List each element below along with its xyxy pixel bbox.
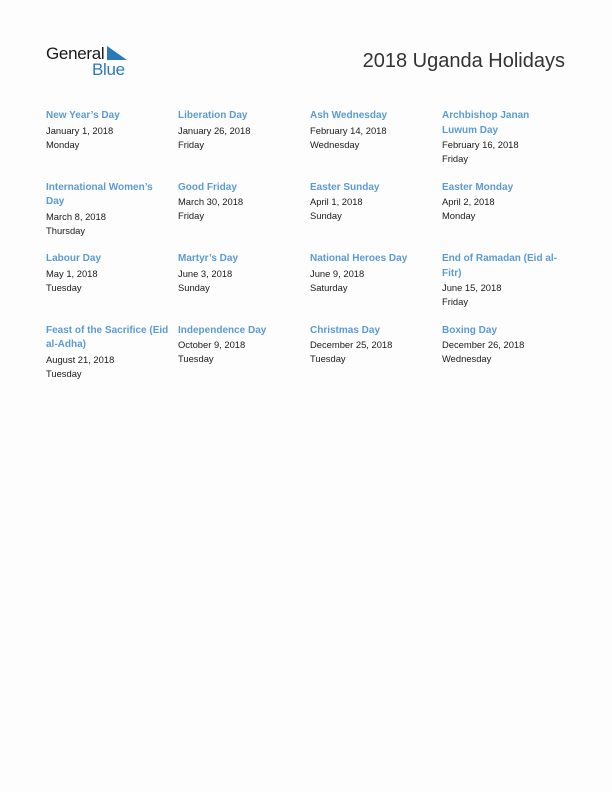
- holiday-name: Ash Wednesday: [310, 110, 388, 121]
- holiday-weekday: Wednesday: [442, 353, 492, 364]
- holiday-date: April 2, 2018: [442, 196, 495, 207]
- holiday-date: June 3, 2018: [178, 267, 233, 279]
- holiday-item: [46, 109, 178, 181]
- holiday-name: Independence Day: [178, 324, 267, 336]
- holiday-name: Labour Day: [46, 253, 102, 264]
- holiday-date: January 1, 2018: [46, 124, 114, 136]
- holiday-item: [178, 181, 310, 253]
- holiday-item: [442, 181, 574, 253]
- holiday-item: [442, 109, 574, 181]
- holiday-item: [178, 252, 310, 324]
- holiday-weekday: Wednesday: [310, 138, 360, 150]
- holiday-item: [46, 252, 178, 324]
- holiday-name: Liberation Day: [178, 110, 248, 121]
- holiday-item: [442, 252, 574, 324]
- holiday-grid: [46, 109, 576, 395]
- holiday-weekday: Tuesday: [178, 353, 214, 364]
- holiday-date: August 21, 2018: [46, 353, 115, 365]
- holiday-name: Christmas Day: [310, 324, 381, 336]
- holiday-item: [310, 252, 442, 324]
- holiday-weekday: Monday: [46, 138, 80, 150]
- holiday-weekday: Monday: [442, 210, 476, 221]
- holiday-name: International Women’s Day: [46, 181, 153, 207]
- page-title: 2018 Uganda Holidays: [362, 50, 565, 72]
- holiday-weekday: Friday: [442, 153, 469, 164]
- brand-blue: Blue: [92, 60, 125, 79]
- holiday-weekday: Tuesday: [46, 281, 82, 293]
- holiday-item: [310, 181, 442, 253]
- holiday-date: May 1, 2018: [46, 267, 98, 279]
- holiday-name: National Heroes Day: [310, 253, 408, 264]
- holiday-item: [178, 324, 310, 396]
- holiday-date: December 25, 2018: [310, 339, 393, 350]
- holiday-name: Martyr’s Day: [178, 253, 239, 264]
- holiday-weekday: Saturday: [310, 281, 348, 293]
- holiday-name: Good Friday: [178, 181, 237, 193]
- holiday-item: [442, 324, 574, 396]
- brand-general: General: [46, 44, 105, 63]
- holiday-name: Easter Monday: [442, 181, 514, 193]
- holiday-name: Easter Sunday: [310, 181, 380, 193]
- holiday-date: March 8, 2018: [46, 210, 106, 222]
- holiday-weekday: Tuesday: [310, 353, 346, 364]
- holiday-weekday: Sunday: [310, 210, 342, 221]
- holiday-weekday: Tuesday: [46, 367, 82, 379]
- brand-logo: [46, 44, 136, 80]
- holiday-date: December 26, 2018: [442, 339, 525, 350]
- holiday-date: June 15, 2018: [442, 282, 502, 293]
- holiday-name: Feast of the Sacrifice (Eid al-Adha): [46, 324, 169, 350]
- holiday-item: [178, 109, 310, 181]
- holiday-weekday: Friday: [442, 296, 469, 307]
- holiday-weekday: Friday: [178, 210, 205, 221]
- flag-icon: [107, 46, 127, 60]
- holiday-name: Archbishop Janan Luwum Day: [442, 110, 530, 136]
- holiday-date: January 26, 2018: [178, 124, 251, 136]
- holiday-date: October 9, 2018: [178, 339, 246, 350]
- holiday-weekday: Thursday: [46, 224, 86, 236]
- holiday-item: [310, 109, 442, 181]
- holiday-item: [310, 324, 442, 396]
- holiday-date: March 30, 2018: [178, 196, 244, 207]
- holiday-name: Boxing Day: [442, 324, 498, 336]
- holiday-date: February 16, 2018: [442, 139, 519, 150]
- holiday-weekday: Friday: [178, 138, 205, 150]
- holiday-date: April 1, 2018: [310, 196, 363, 207]
- holiday-item: [46, 324, 178, 396]
- holiday-name: New Year’s Day: [46, 110, 120, 121]
- holiday-name: End of Ramadan (Eid al-Fitr): [442, 253, 558, 279]
- holiday-date: June 9, 2018: [310, 267, 365, 279]
- holiday-date: February 14, 2018: [310, 124, 387, 136]
- holiday-weekday: Sunday: [178, 281, 210, 293]
- holiday-item: [46, 181, 178, 253]
